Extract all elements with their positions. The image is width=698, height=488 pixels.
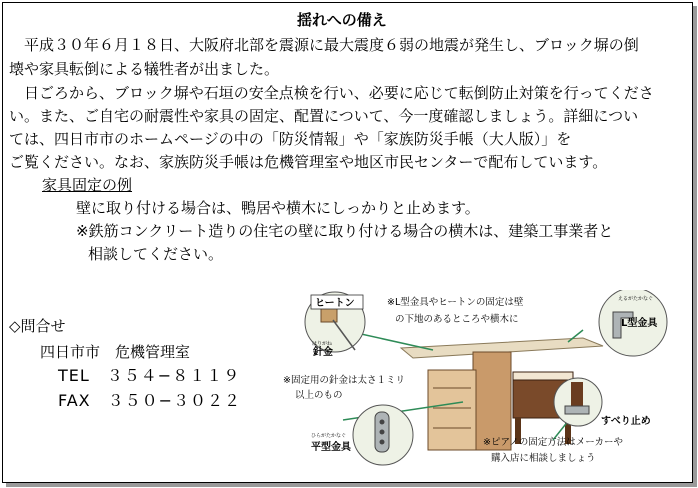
label-hito-ton: ヒートン [315, 298, 355, 309]
furniture-fixing-illustration [283, 290, 669, 470]
contact-office: 四日市市 危機管理室 [40, 343, 191, 361]
paragraph1-line2: 壊や家具転倒による犠牲者が出ました。 [9, 60, 280, 78]
label-heigata-ruby: ひらがたかなぐ [311, 433, 347, 439]
label-suberi-dome: すべり止め [601, 416, 651, 427]
label-harigane: 針金 [313, 347, 333, 358]
label-heigata: 平型金具 [311, 442, 351, 453]
anti-slip-icon [565, 406, 589, 414]
cabinet-shape [428, 370, 476, 450]
furniture-example-heading: 家具固定の例 [42, 176, 133, 194]
note-l-bracket-line1: ※L型金具やヒートンの固定は壁 [387, 297, 524, 308]
contact-tel: TEL ３５４−８１１９ [58, 366, 241, 385]
label-l-kanagu: L型金具 [621, 318, 658, 329]
paragraph2-line4: ご覧ください。なお、家族防災手帳は危機管理室や地区市民センターで配布しています。 [9, 153, 608, 171]
contact-fax: FAX ３５０−３０２２ [58, 391, 242, 410]
note-wire-line1: ※固定用の針金は太さ１ミリ [283, 375, 405, 386]
note-wire-line2: 以上のもの [295, 390, 343, 401]
note-piano-line2: 購入店に相談しましょう [491, 453, 596, 464]
note-piano-line1: ※ピアノの固定方法はメーカーや [483, 437, 624, 448]
furniture-example-text: 壁に取り付ける場合は、鴨居や横木にしっかりと止めます。 [76, 199, 480, 217]
note-l-bracket-line2: の下地のあるところや横木に [395, 314, 519, 325]
furniture-note-line2: 相談してください。 [88, 245, 224, 263]
furniture-note-line1: ※鉄筋コンクリート造りの住宅の壁に取り付ける場合の横木は、建築工事業者と [76, 222, 614, 240]
paragraph2-line3: ては、四日市市のホームページの中の「防災情報」や「家族防災手帳（大人版）」を [9, 130, 572, 148]
label-harigane-ruby: はりがね [312, 341, 333, 347]
paragraph2-line2: い。また、ご自宅の耐震性や家具の固定、配置について、今一度確認しましょう。詳細につい [9, 107, 639, 125]
paragraph1-line1: 平成３０年６月１８日、大阪府北部を震源に最大震度６弱の地震が発生し、ブロック塀の倒 [24, 36, 639, 54]
label-l-kanagu-ruby: えるがたかなぐ [618, 296, 654, 302]
page-title: 揺れへの備え [297, 11, 387, 29]
contact-heading: ◇問合せ [9, 317, 66, 335]
paragraph2-line1: 日ごろから、ブロック塀や石垣の安全点検を行い、必要に応じて転倒防止対策を行ってくださ [24, 84, 654, 102]
wardrobe-shape [473, 352, 511, 450]
